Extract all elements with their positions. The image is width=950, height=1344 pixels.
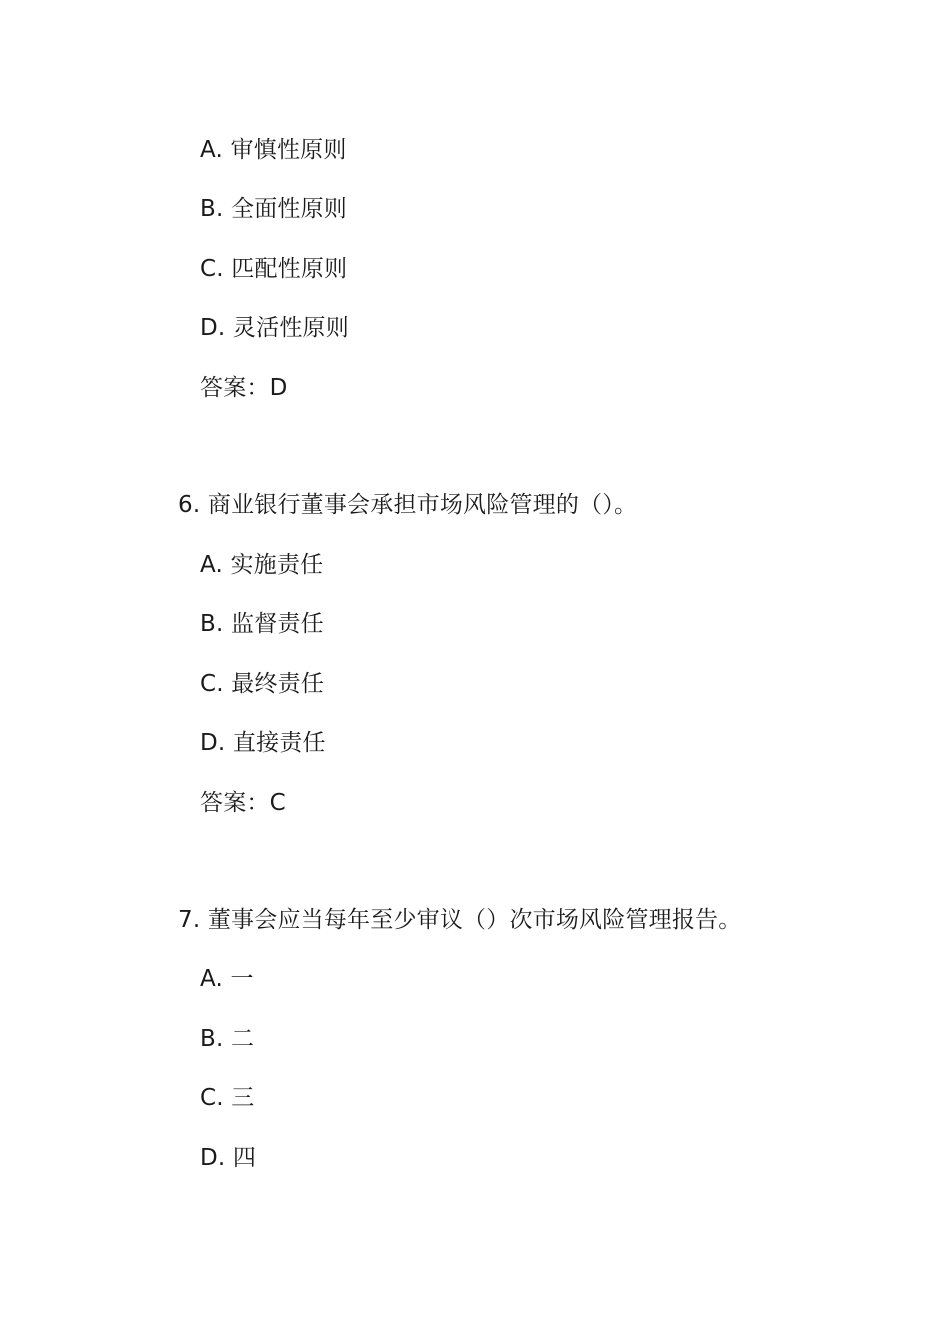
option-c: C. 三 (200, 1085, 255, 1111)
option-b: B. 二 (200, 1026, 255, 1052)
option-a: A. 一 (200, 966, 254, 992)
answer: 答案：C (200, 790, 286, 816)
option-c: C. 最终责任 (200, 671, 325, 697)
answer: 答案：D (200, 375, 288, 401)
option-a: A. 实施责任 (200, 552, 324, 578)
option-d: D. 直接责任 (200, 730, 326, 756)
option-a: A. 审慎性原则 (200, 137, 347, 163)
question-7: 7. 董事会应当每年至少审议（）次市场风险管理报告。 (178, 907, 742, 933)
option-b: B. 监督责任 (200, 611, 324, 637)
question-6: 6. 商业银行董事会承担市场风险管理的（）。 (178, 492, 638, 518)
option-d: D. 灵活性原则 (200, 315, 349, 341)
option-b: B. 全面性原则 (200, 196, 348, 222)
option-d: D. 四 (200, 1145, 257, 1171)
option-c: C. 匹配性原则 (200, 256, 348, 282)
